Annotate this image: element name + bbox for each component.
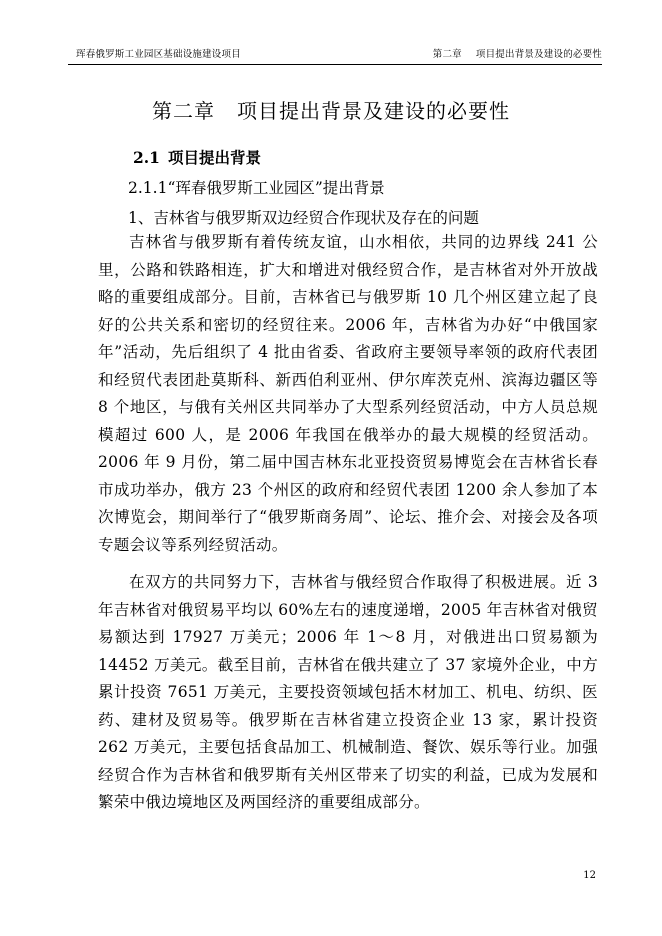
page-number: 12 (583, 870, 596, 881)
chapter-number: 第二章 (152, 99, 215, 123)
running-header (68, 44, 602, 65)
paragraph-1: 吉林省与俄罗斯有着传统友谊，山水相依，共同的边界线 241 公里，公路和铁路相连，扩大和增进对俄经贸合作，是吉林省对外开放战略的重要组成部分。目前，吉林省已与俄罗斯 10 几个州区建立起了良好的公共关系和密切的经贸往来。2006 年，吉林省为办好“中俄国家年”活动，先后组织了 4 批由省委、省政府主要领导率领的政府代表团和经贸代表团赴莫斯科、新西伯利亚州、伊尔库茨克州、滨海边疆区等 8 个地区，与俄有关州区共同举办了大型系列经贸活动，中方人员总规模超过 600 人，是 2006 年我国在俄举办的最大规模的经贸活动。2006 年 9 月份，第二届中国吉林东北亚投资贸易博览会在吉林省长春市成功举办，俄方 23 个州区的政府和经贸代表团 1200 余人参加了本次博览会，期间举行了“俄罗斯商务周”、论坛、推介会、对接会及各项专题会议等系列经贸活动。 (98, 233, 598, 554)
header-chapter-info (433, 46, 602, 60)
header-chapter-topic: 项目提出背景及建设的必要性 (475, 49, 602, 60)
subsection-heading: 2.1.1“珲春俄罗斯工业园区”提出背景 (128, 179, 385, 197)
section-heading (133, 146, 261, 168)
chapter-title (0, 95, 662, 124)
header-project-title: 珲春俄罗斯工业园区基础设施建设项目 (76, 49, 241, 60)
section-number: 2.1 (133, 148, 160, 167)
chapter-title-text: 项目提出背景及建设的必要性 (237, 99, 510, 123)
section-title: 项目提出背景 (167, 149, 261, 167)
header-chapter-number: 第二章 (432, 49, 462, 60)
paragraph-2: 在双方的共同努力下，吉林省与俄经贸合作取得了积极进展。近 3 年吉林省对俄贸易平均以 60%左右的速度递增，2005 年吉林省对俄贸易额达到 17927 万美元；2006 年 1～8 月，对俄进出口贸易额为 14452 万美元。截至目前，吉林省在俄共建立了 37 家境外企业，中方累计投资 7651 万美元，主要投资领域包括木材加工、机电、纺织、医药、建材及贸易等。俄罗斯在吉林省建立投资企业 13 家，累计投资 262 万美元，主要包括食品加工、机械制造、餐饮、娱乐等行业。加强经贸合作为吉林省和俄罗斯有关州区带来了切实的利益，已成为发展和繁荣中俄边境地区及两国经济的重要组成部分。 (98, 573, 598, 811)
item-heading: 1、吉林省与俄罗斯双边经贸合作现状及存在的问题 (128, 209, 479, 227)
